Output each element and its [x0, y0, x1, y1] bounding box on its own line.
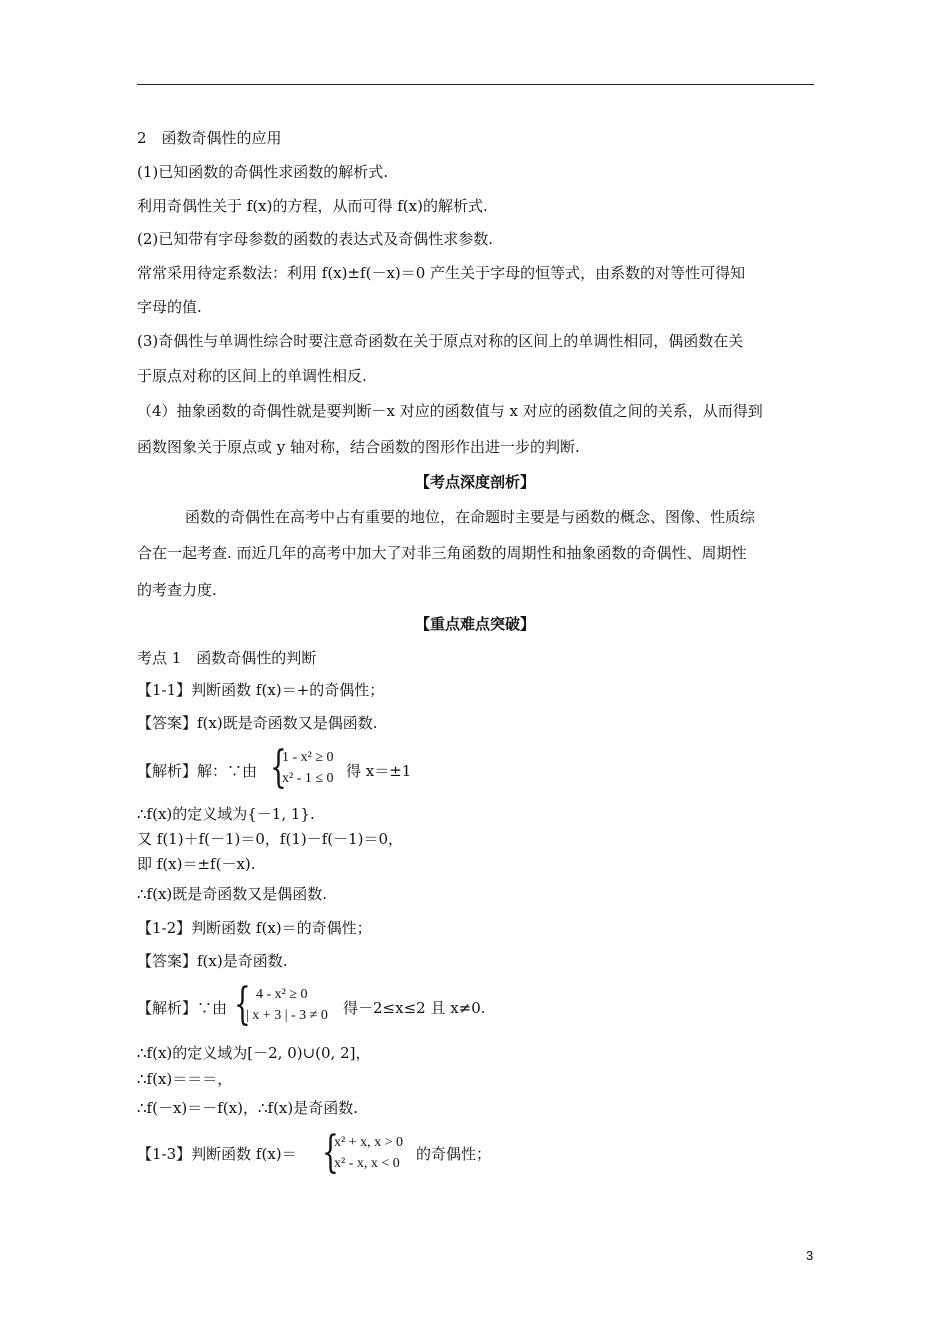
text-line: (3)奇偶性与单调性综合时要注意奇函数在关于原点对称的区间上的单调性相同，偶函数在关: [137, 332, 744, 350]
paragraph-line: 合在一起考查. 而近几年的高考中加大了对非三角函数的周期性和抽象函数的奇偶性、周期性: [137, 544, 747, 562]
analysis-suffix: 得 x＝±1: [346, 762, 412, 780]
equation-row: 1 - x² ≥ 0: [282, 750, 334, 765]
answer-1-2: 【答案】f(x)是奇函数.: [137, 952, 288, 970]
question-1-2: 【1-2】判断函数 f(x)＝的奇偶性；: [137, 919, 372, 937]
equation-row: | x + 3 | - 3 ≠ 0: [246, 1008, 328, 1023]
section-heading: 【考点深度剖析】: [414, 473, 535, 491]
paragraph-line: 函数的奇偶性在高考中占有重要的地位，在命题时主要是与函数的概念、图像、性质综: [185, 508, 756, 526]
text-line: （4）抽象函数的奇偶性就是要判断－x 对应的函数值与 x 对应的函数值之间的关系，从而得到: [137, 402, 763, 420]
text-line: 利用奇偶性关于 f(x)的方程，从而可得 f(x)的解析式.: [137, 197, 488, 215]
analysis-suffix: 得－2≤x≤2 且 x≠0.: [343, 999, 486, 1017]
kaodian-title: 考点 1 函数奇偶性的判断: [137, 649, 317, 667]
equation-system: [270, 742, 334, 793]
solution-line: ∴f(－x)＝－f(x)，∴f(x)是奇函数.: [137, 1099, 359, 1117]
text-line: 2 函数奇偶性的应用: [137, 129, 282, 147]
solution-line: ∴f(x)的定义域为[－2, 0)∪(0, 2]，: [137, 1044, 371, 1062]
brace-icon: {: [270, 742, 287, 793]
text-line: 于原点对称的区间上的单调性相反.: [137, 367, 367, 385]
section-heading: 【重点难点突破】: [414, 615, 535, 633]
text-line: (2)已知带有字母参数的函数的表达式及奇偶性求参数.: [137, 230, 494, 248]
piecewise-function: [322, 1127, 403, 1178]
brace-icon: {: [234, 979, 251, 1030]
solution-line: ∴f(x)的定义域为{－1, 1}.: [137, 805, 315, 823]
brace-icon: {: [322, 1127, 339, 1178]
equation-system: [234, 979, 328, 1030]
piece-row: x² + x, x > 0: [334, 1135, 403, 1150]
analysis-prefix: 【解析】∵由: [137, 999, 228, 1017]
text-line: (1)已知函数的奇偶性求函数的解析式.: [137, 163, 389, 181]
question-1-3-suffix: 的奇偶性；: [416, 1145, 492, 1163]
solution-line: ∴f(x)＝＝＝，: [137, 1070, 233, 1088]
paragraph-line: 的考查力度.: [137, 581, 217, 599]
analysis-prefix: 【解析】解：∵由: [137, 762, 258, 780]
equation-row: x² - 1 ≤ 0: [282, 771, 334, 786]
text-line: 函数图象关于原点或 y 轴对称，结合函数的图形作出进一步的判断.: [137, 438, 580, 456]
solution-line: 又 f(1)＋f(－1)＝0，f(1)－f(－1)＝0，: [137, 830, 404, 848]
answer-1-1: 【答案】f(x)既是奇函数又是偶函数.: [137, 714, 378, 732]
solution-line: ∴f(x)既是奇函数又是偶函数.: [137, 885, 328, 903]
header-rule: [137, 84, 814, 85]
question-1-3-prefix: 【1-3】判断函数 f(x)＝: [137, 1145, 297, 1163]
text-line: 字母的值.: [137, 298, 202, 316]
text-line: 常常采用待定系数法：利用 f(x)±f(－x)＝0 产生关于字母的恒等式，由系数的对等性可得知: [137, 264, 746, 282]
piece-row: x² - x, x < 0: [334, 1156, 400, 1171]
equation-row: 4 - x² ≥ 0: [256, 987, 308, 1002]
solution-line: 即 f(x)＝±f(－x).: [137, 855, 256, 873]
question-1-1: 【1-1】判断函数 f(x)＝+的奇偶性；: [137, 681, 385, 699]
page-number: 3: [806, 1248, 814, 1263]
